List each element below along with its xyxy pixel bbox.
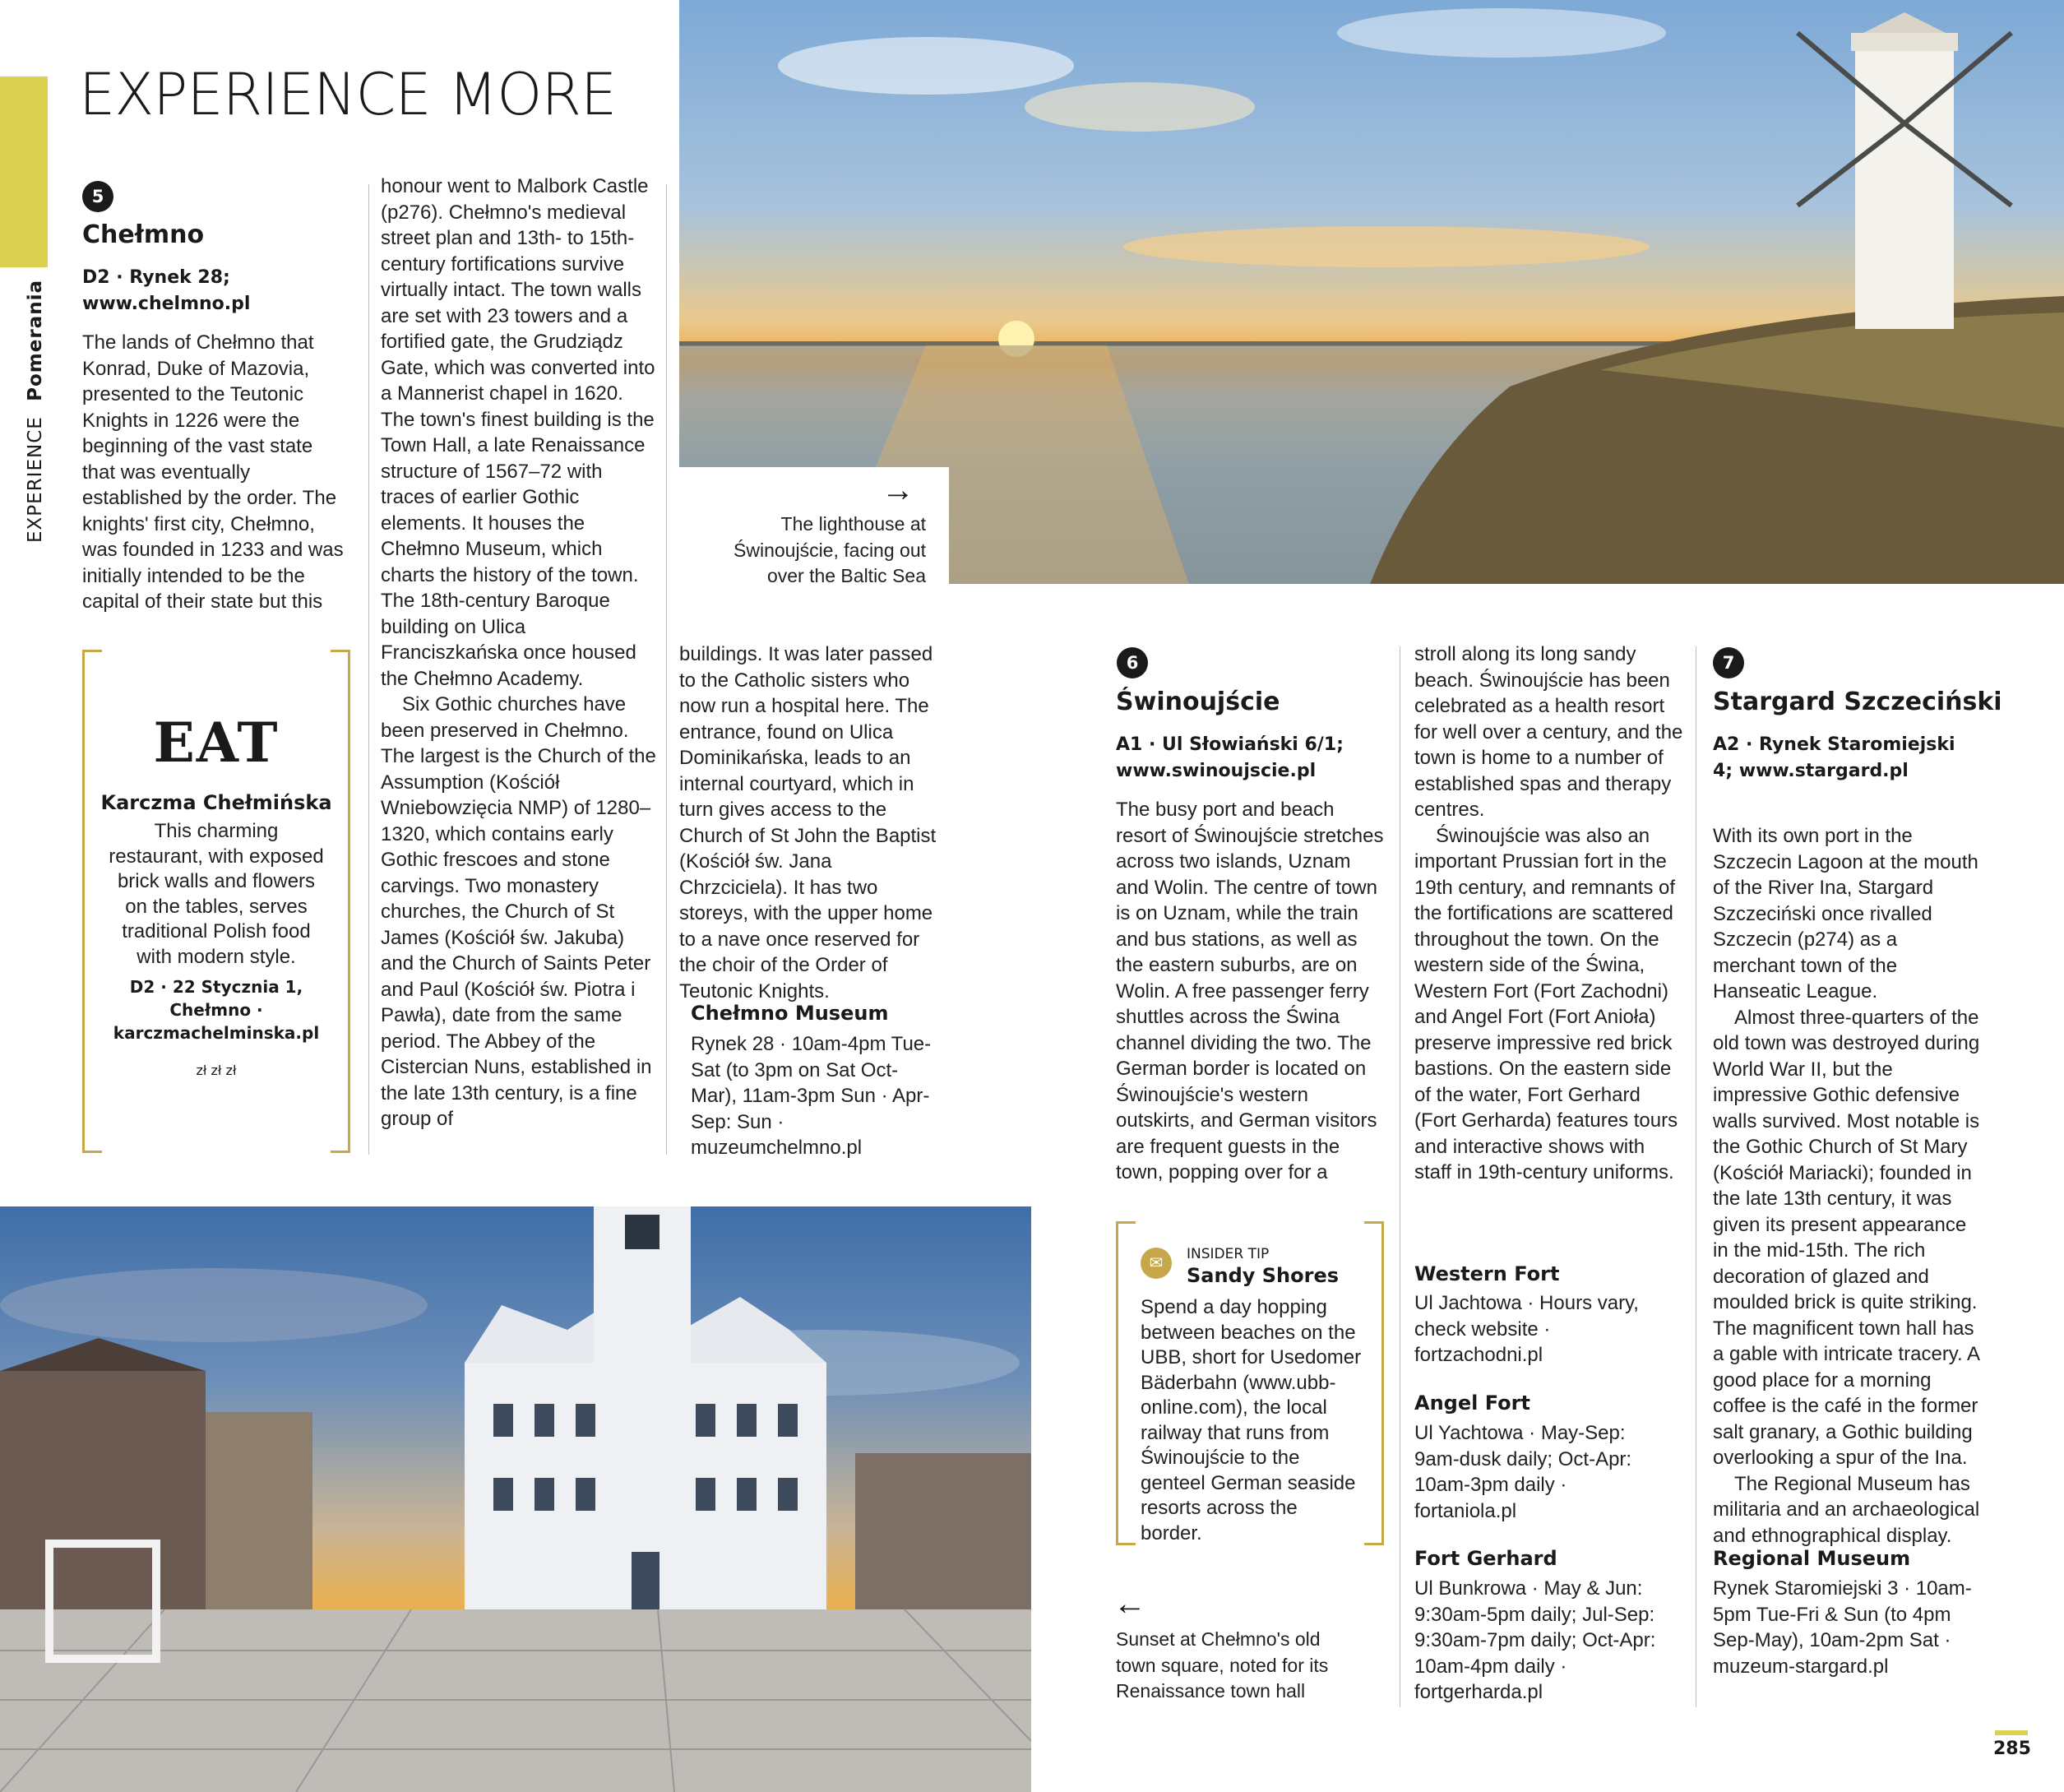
townhall-caption: Sunset at Chełmno's old town square, noted for its Renaissance town hall (1116, 1628, 1329, 1702)
entry-number-6: 6 (1117, 647, 1148, 678)
stargard-title: Stargard Szczeciński (1713, 688, 2002, 716)
side-label-region: Pomerania (25, 280, 46, 401)
side-label (25, 280, 46, 543)
townhall-photo (0, 1206, 1031, 1792)
chelmno-info: D2 · Rynek 28; www.chelmno.pl (82, 267, 251, 314)
swinoujscie-para-2: stroll along its long sandy beach. Świnoujście has been celebrated as a health resort for well over a century, and the town is home to a number of established spas and therapy centres. (1414, 643, 1683, 821)
tip-title: Sandy Shores (1187, 1264, 1340, 1287)
speech-bubble-icon: ✉ (1141, 1248, 1172, 1279)
swinoujscie-title: Świnoujście (1116, 688, 1280, 716)
fort-gerhard-title: Fort Gerhard (1414, 1547, 1557, 1570)
page-number: 285 (1993, 1739, 2031, 1759)
lighthouse-caption: The lighthouse at Świnoujście, facing out over the Baltic Sea (734, 513, 926, 586)
arrow-left-icon: ← (1113, 1586, 1146, 1622)
stargard-text (1713, 823, 1984, 1549)
regional-museum-info: Rynek Staromiejski 3 · 10am-5pm Tue-Fri & Sun (to 4pm Sep-May), 10am-2pm Sat · muzeum-stargard.pl (1713, 1577, 1972, 1678)
regional-museum-title: Regional Museum (1713, 1547, 1911, 1570)
stargard-para-3: The Regional Museum has militaria and an archaeological and ethnographical display. (1713, 1472, 1980, 1547)
chelmno-para-4: buildings. It was later passed to the Catholic sisters who now run a hospital here. The entrance, found on Ulica Dominikańska, leads to an internal courtyard, which in turn gives access to the Church of St John the Baptist (Kościół św. Jana Chrzciciela). It has two storeys, with the upper home to a nave once reserved for the choir of the Order of Teutonic Knights. (679, 643, 937, 1003)
chelmno-museum-title: Chełmno Museum (691, 1002, 889, 1025)
chelmno-para-3: Six Gothic churches have been preserved in Chełmno. The largest is the Church of the Assumption (Kościół Wniebowzięcia NMP) of 1280–1320, which contains early Gothic frescoes and stone carvings. Two monastery churches, the Church of St James (Kościół św. Jakuba) and the Church of Saints Peter and Paul (Kościół św. Piotra i Pawła), date from the same period. The Abbey of the Cistercian Nuns, established in the late 13th century, is a fine group of (381, 693, 656, 1130)
column-divider (666, 184, 667, 1155)
western-fort-info: Ul Jachtowa · Hours vary, check website · fortzachodni.pl (1414, 1292, 1639, 1366)
eat-box (82, 650, 350, 1153)
tip-frame-left (1116, 1221, 1136, 1545)
angel-fort-title: Angel Fort (1414, 1391, 1530, 1415)
western-fort-title: Western Fort (1414, 1262, 1560, 1285)
section-accent-tab (0, 76, 48, 267)
price-rating: zł zł zł (196, 1063, 237, 1078)
angel-fort-info: Ul Yachtowa · May-Sep: 9am-dusk daily; Oct-Apr: 10am-3pm daily · fortaniola.pl (1414, 1422, 1632, 1522)
entry-number-7: 7 (1713, 647, 1744, 678)
insider-tip-box (1116, 1221, 1384, 1545)
swinoujscie-para-3: Świnoujście was also an important Prussian fort in the 19th century, and remnants of the fortifications are scattered throughout the town. On the western side of the Świna, Western Fort (Fort Zachodni) and Angel Fort (Fort Anioła) preserve impressive red brick bastions. On the eastern side of the water, Fort Gerhard (Fort Gerharda) features tours and interactive shows with staff in 19th-century uniforms. (1414, 824, 1678, 1183)
tip-frame-right (1364, 1221, 1384, 1545)
eat-description: This charming restaurant, with exposed brick walls and flowers on the tables, serves traditional Polish food with modern style. (109, 820, 324, 968)
swinoujscie-text-col1 (1116, 797, 1387, 1186)
stargard-info: A2 · Rynek Staromiejski 4; www.stargard.pl (1713, 734, 1955, 781)
chelmno-text-col3 (679, 641, 944, 1004)
chelmno-text-col2 (381, 174, 657, 1132)
page-title: EXPERIENCE MORE (79, 61, 617, 128)
page-number-accent (1995, 1730, 2028, 1735)
eat-heading: EAT (153, 711, 280, 775)
stargard-para-1: With its own port in the Szczecin Lagoon at the mouth of the River Ina, Stargard Szczeciński once rivalled Szczecin (p274) as a merchant town of the Hanseatic League. (1713, 825, 1978, 1003)
chelmno-museum-info: Rynek 28 · 10am-4pm Tue-Sat (to 3pm on Sat Oct-Mar), 11am-3pm Sun · Apr-Sep: Sun · muzeumchelmno.pl (691, 1033, 932, 1159)
tip-text: Spend a day hopping between beaches on the UBB, short for Usedomer Bäderbahn (www.ubb-online.com), the local railway that runs from Świnoujście to the genteel German seaside resorts across the border. (1141, 1296, 1362, 1544)
chelmno-text-col1 (82, 330, 345, 615)
stargard-para-2: Almost three-quarters of the old town was destroyed during World War II, but the impressive Gothic defensive walls survived. Most notable is the Gothic Church of St Mary (Kościół Mariacki); founded in the late 13th century, it was given its present appearance in the mid-15th. The rich decoration of glazed and moulded brick is quite striking. The magnificent town hall has a gable with intricate tracery. A good place for a morning coffee is the café in the former salt granary, a Gothic building overlooking a spur of the Ina. (1713, 1006, 1980, 1469)
tip-label: INSIDER TIP (1187, 1246, 1270, 1262)
fort-gerhard-info: Ul Bunkrowa · May & Jun: 9:30am-5pm daily; Jul-Sep: 9:30am-7pm daily; Oct-Apr: 10am-4pm daily · fortgerharda.pl (1414, 1577, 1656, 1703)
chelmno-para-2: honour went to Malbork Castle (p276). Chełmno's medieval street plan and 13th- to 15th-century fortifications survive virtually intact. The town walls are set with 23 towers and a fortified gate, the Grudziądz Gate, which was converted into a Mannerist chapel in 1620. The town's finest building is the Town Hall, a late Renaissance structure of 1567–72 with traces of earlier Gothic elements. It houses the Chełmno Museum, which charts the history of the town. The 18th-century Baroque building on Ulica Franciszkańska once housed the Chełmno Academy. (381, 175, 655, 690)
swinoujscie-para-1: The busy port and beach resort of Świnoujście stretches across two islands, Uznam and Wolin. The centre of town is on Uznam, while the train and bus stations, as well as the eastern suburbs, are on Wolin. A free passenger ferry shuttles across the Świna channel dividing the two. The German border is located on Świnoujście's western outskirts, and German visitors are frequent guests in the town, popping over for a (1116, 799, 1384, 1183)
arrow-right-icon: → (882, 472, 914, 508)
side-label-section: EXPERIENCE (25, 416, 46, 543)
townhall-scene (0, 1206, 1031, 1792)
chelmno-para-1: The lands of Chełmno that Konrad, Duke of Mazovia, presented to the Teutonic Knights in 1226 were the beginning of the vast state that was eventually established by the order. The knights' first city, Chełmno, was founded in 1233 and was initially intended to be the capital of their state but this (82, 331, 344, 613)
eat-info: D2 · 22 Stycznia 1, Chełmno · karczmachelminska.pl (113, 977, 320, 1043)
eat-restaurant-name: Karczma Chełmińska (100, 791, 332, 814)
chelmno-title: Chełmno (82, 220, 205, 249)
column-divider (368, 184, 369, 1155)
entry-number-5: 5 (82, 181, 113, 212)
swinoujscie-info: A1 · Ul Słowiański 6/1; www.swinoujscie.pl (1116, 734, 1344, 781)
swinoujscie-text-col2 (1414, 641, 1686, 1186)
